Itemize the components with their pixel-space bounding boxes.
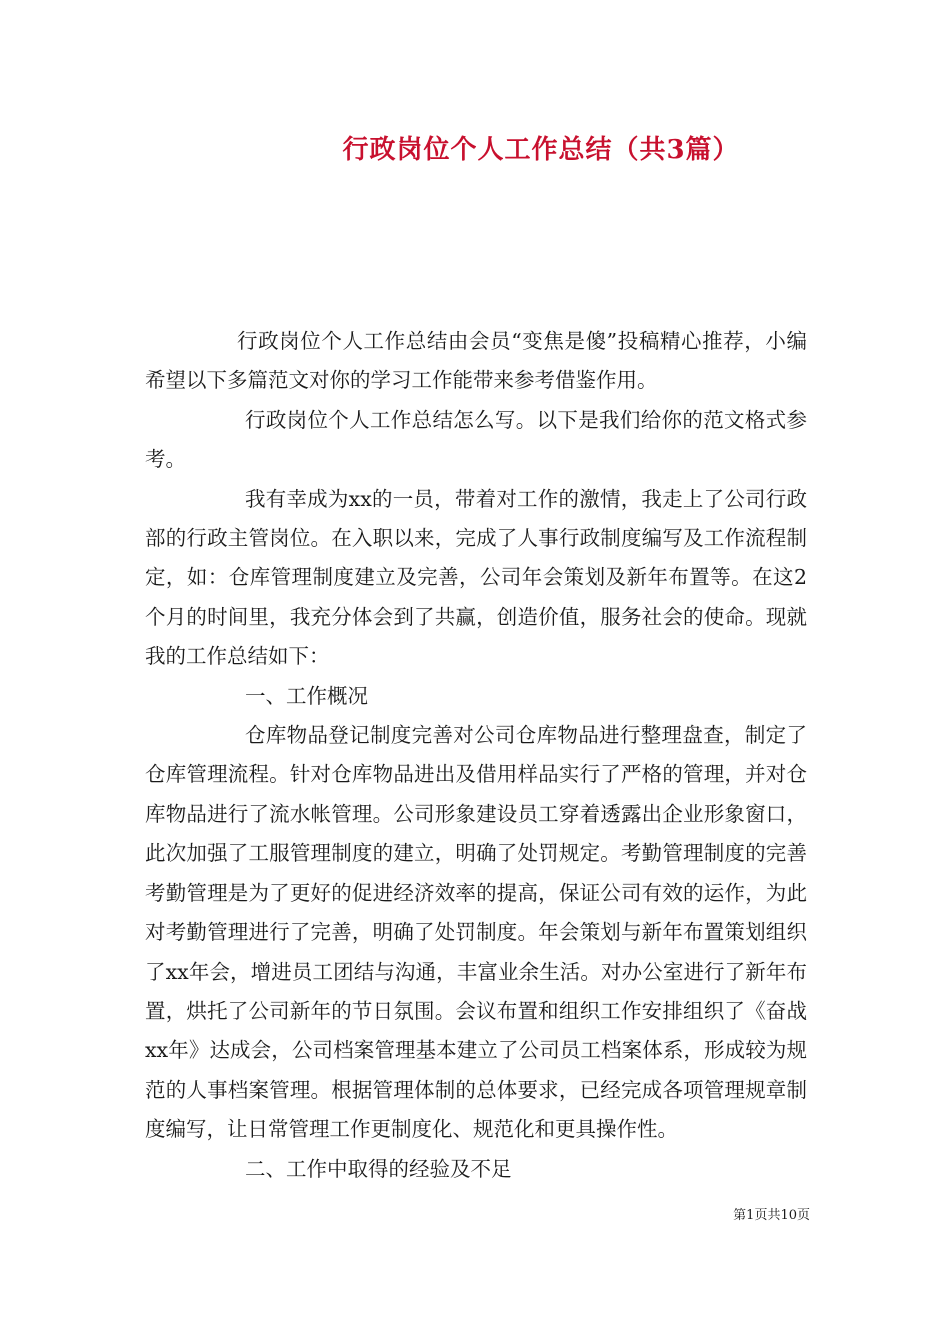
opening-paragraph: 我有幸成为xx的一员，带着对工作的激情，我走上了公司行政部的行政主管岗位。在入职以来，完成了人事行政制度编写及工作流程制定，如：仓库管理制度建立及完善，公司年会策划及新年布置等。在这2个月的时间里，我充分体会到了共赢，创造价值，服务社会的使命。现就我的工作总结如下： [145, 486, 807, 669]
howto-paragraph: 行政岗位个人工作总结怎么写。以下是我们给你的范文格式参考。 [145, 407, 807, 472]
section-heading-overview: 一、工作概况 [245, 683, 368, 708]
document-title: 行政岗位个人工作总结（共3篇） [342, 135, 740, 165]
intro-paragraph: 行政岗位个人工作总结由会员“变焦是傻”投稿精心推荐，小编希望以下多篇范文对你的学习工作能带来参考借鉴作用。 [145, 329, 807, 393]
document-body [145, 322, 807, 1189]
section-heading-experience: 二、工作中取得的经验及不足 [245, 1156, 512, 1181]
page-number: 第1页共10页 [733, 1208, 810, 1223]
overview-paragraph: 仓库物品登记制度完善对公司仓库物品进行整理盘查，制定了仓库管理流程。针对仓库物品进出及借用样品实行了严格的管理，并对仓库物品进行了流水帐管理。公司形象建设员工穿着透露出企业形象窗口，此次加强了工服管理制度的建立，明确了处罚规定。考勤管理制度的完善考勤管理是为了更好的促进经济效率的提高，保证公司有效的运作，为此对考勤管理进行了完善，明确了处罚制度。年会策划与新年布置策划组织了xx年会，增进员工团结与沟通，丰富业余生活。对办公室进行了新年布置，烘托了公司新年的节日氛围。会议布置和组织工作安排组织了《奋战xx年》达成会，公司档案管理基本建立了公司员工档案体系，形成较为规范的人事档案管理。根据管理体制的总体要求，已经完成各项管理规章制度编写，让日常管理工作更制度化、规范化和更具操作性。 [145, 723, 807, 1142]
